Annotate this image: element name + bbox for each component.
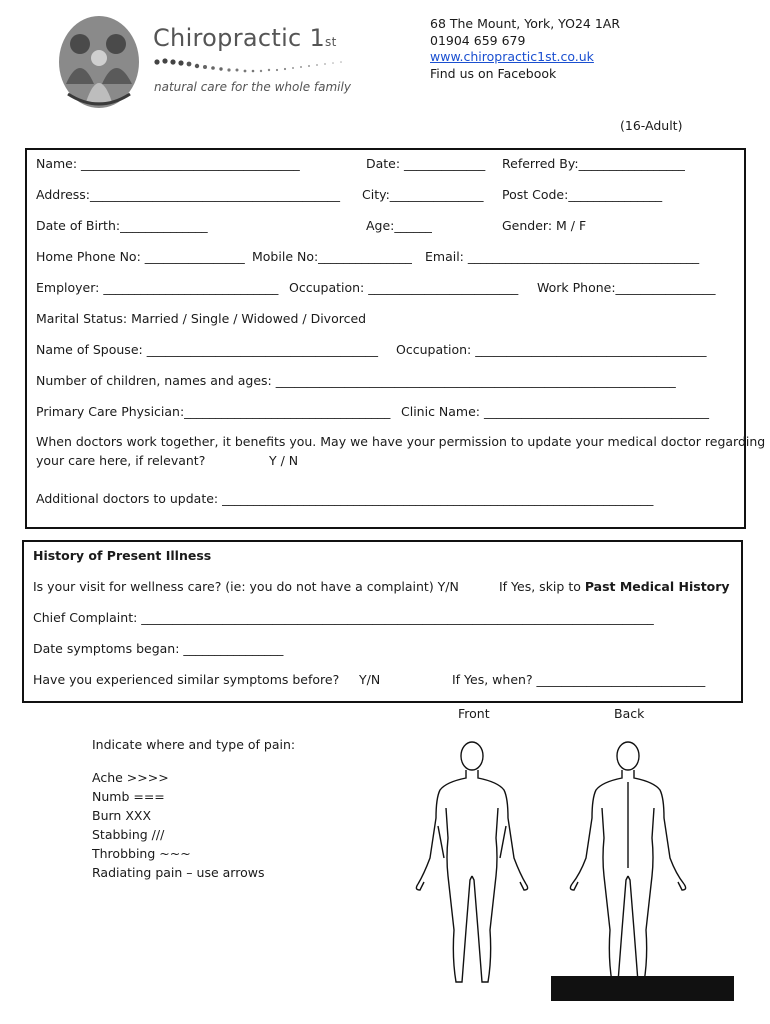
back-label: Back bbox=[614, 706, 645, 721]
skip-prefix: If Yes, skip to bbox=[499, 579, 585, 594]
date-field[interactable]: Date: _____________ bbox=[366, 156, 486, 171]
pain-type-burn: Burn XXX bbox=[92, 808, 152, 823]
marital-status-field[interactable]: Marital Status: Married / Single / Widowed / Divorced bbox=[36, 311, 367, 326]
permission-text: When doctors work together, it benefits you. May we have your permission to update your medical doctor regarding bbox=[36, 434, 766, 449]
home-phone-field[interactable]: Home Phone No: ________________ bbox=[36, 249, 245, 264]
dob-field[interactable]: Date of Birth:______________ bbox=[36, 218, 208, 233]
personal-details-box bbox=[25, 148, 746, 529]
chief-complaint-field[interactable]: Chief Complaint: __________________________________________________________________________________ bbox=[33, 610, 654, 625]
occupation-field[interactable]: Occupation: ________________________ bbox=[289, 280, 519, 295]
history-title: History of Present Illness bbox=[33, 548, 212, 563]
contact-block bbox=[430, 16, 620, 82]
form-code: (16-Adult) bbox=[620, 118, 683, 133]
tagline: natural care for the whole family bbox=[154, 80, 351, 94]
age-field[interactable]: Age:______ bbox=[366, 218, 432, 233]
body-back-diagram-icon[interactable] bbox=[562, 738, 702, 988]
phone-line: 01904 659 679 bbox=[430, 32, 526, 48]
address-line: 68 The Mount, York, YO24 1AR bbox=[430, 16, 621, 31]
symptoms-began-field[interactable]: Date symptoms began: ________________ bbox=[33, 641, 284, 656]
gender-field[interactable]: Gender: M / F bbox=[502, 218, 587, 233]
permission-yn[interactable]: Y / N bbox=[269, 453, 299, 468]
similar-symptoms-question: Have you experienced similar symptoms before? bbox=[33, 672, 340, 687]
brand-name: Chiropractic 1st bbox=[153, 24, 337, 52]
permission-text-2: your care here, if relevant? bbox=[36, 453, 206, 468]
postcode-field[interactable]: Post Code:_______________ bbox=[502, 187, 663, 202]
additional-doctors-field[interactable]: Additional doctors to update: _____________________________________________________________________ bbox=[36, 491, 654, 506]
symptoms-when-field[interactable]: If Yes, when? ___________________________ bbox=[452, 672, 706, 687]
spouse-name-field[interactable]: Name of Spouse: _____________________________________ bbox=[36, 342, 378, 357]
front-label: Front bbox=[458, 706, 490, 721]
email-field[interactable]: Email: _____________________________________ bbox=[425, 249, 700, 264]
pain-types-list bbox=[92, 768, 264, 882]
work-phone-field[interactable]: Work Phone:________________ bbox=[537, 280, 716, 295]
body-front-diagram-icon[interactable] bbox=[410, 738, 550, 988]
pain-type-ache: Ache >>>> bbox=[92, 770, 169, 785]
name-field[interactable]: Name: ___________________________________ bbox=[36, 156, 300, 171]
physician-field[interactable]: Primary Care Physician:_________________________________ bbox=[36, 404, 391, 419]
pain-type-numb: Numb === bbox=[92, 789, 165, 804]
mobile-field[interactable]: Mobile No:_______________ bbox=[252, 249, 412, 264]
pain-instruction: Indicate where and type of pain: bbox=[92, 737, 296, 752]
address-field[interactable]: Address:________________________________________ bbox=[36, 187, 340, 202]
family-logo-icon bbox=[58, 14, 140, 110]
city-field[interactable]: City:_______________ bbox=[362, 187, 484, 202]
redaction-bar bbox=[551, 976, 734, 1001]
employer-field[interactable]: Employer: ____________________________ bbox=[36, 280, 279, 295]
clinic-field[interactable]: Clinic Name: ____________________________________ bbox=[401, 404, 709, 419]
referred-by-field[interactable]: Referred By:_________________ bbox=[502, 156, 685, 171]
skip-target: Past Medical History bbox=[584, 579, 730, 594]
skip-instruction bbox=[499, 579, 730, 594]
pain-type-stabbing: Stabbing /// bbox=[92, 827, 165, 842]
website-link[interactable]: www.chiropractic1st.co.uk bbox=[430, 49, 594, 64]
pain-type-throbbing: Throbbing ~~~ bbox=[92, 846, 191, 861]
pain-type-radiating: Radiating pain – use arrows bbox=[92, 865, 265, 880]
spouse-occupation-field[interactable]: Occupation: _____________________________________ bbox=[396, 342, 707, 357]
children-field[interactable]: Number of children, names and ages: ________________________________________________________________ bbox=[36, 373, 676, 388]
brand-superscript: st bbox=[325, 35, 337, 49]
facebook-line: Find us on Facebook bbox=[430, 65, 557, 81]
similar-symptoms-yn[interactable]: Y/N bbox=[359, 672, 381, 687]
dots-decoration-icon bbox=[153, 56, 353, 78]
wellness-question[interactable]: Is your visit for wellness care? (ie: you do not have a complaint) Y/N bbox=[33, 579, 459, 594]
